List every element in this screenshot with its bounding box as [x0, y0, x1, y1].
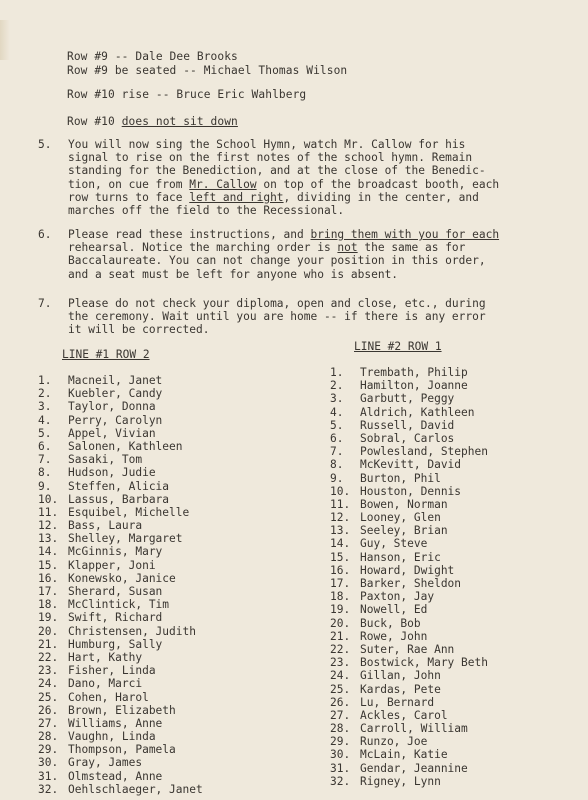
list-item [38, 770, 288, 783]
list-item-number: 11. [330, 497, 351, 511]
list-item [38, 585, 288, 598]
row9-seated-line: Row #9 be seated -- Michael Thomas Wilson [67, 64, 348, 77]
list-item-number: 17. [330, 577, 351, 590]
list-item-number: 17. [38, 585, 59, 598]
list-item-name: Bowen, Norman [360, 497, 448, 511]
list-item-number: 32. [330, 774, 351, 788]
list-item [38, 427, 288, 440]
list-item-number: 28. [330, 722, 351, 736]
list-item-number: 32. [38, 782, 59, 796]
paragraph-line: Please do not check your diploma, open and close, etc., during [68, 297, 486, 310]
list-item [330, 643, 580, 656]
list-item [38, 651, 288, 664]
list-item [330, 379, 580, 392]
list-item-name: Macneil, Janet [68, 374, 163, 387]
list-item [330, 669, 580, 682]
list-item-number: 28. [38, 730, 59, 744]
list-item-name: Christensen, Judith [68, 624, 196, 638]
list-item-name: Looney, Glen [360, 511, 441, 525]
list-item-name: Barker, Sheldon [360, 577, 462, 590]
list-item-number: 7. [330, 445, 344, 459]
list-item-number: 30. [330, 748, 351, 762]
list-item [38, 545, 288, 558]
paragraph-line: it will be corrected. [68, 323, 210, 337]
list-item [330, 511, 580, 524]
list-item-name: Carroll, William [360, 722, 468, 736]
list-item-name: Hudson, Judie [68, 466, 156, 480]
list-item-name: Williams, Anne [68, 716, 163, 730]
paragraph-line: Please read these instructions, and bring them with you for each [68, 228, 500, 241]
list-item-name: Powlesland, Stephen [360, 445, 488, 459]
list-item-number: 26. [330, 695, 351, 709]
list-item-number: 27. [330, 708, 351, 722]
list-item-number: 10. [330, 484, 351, 498]
list-item-name: Bostwick, Mary Beth [360, 656, 488, 670]
list-item-name: Nowell, Ed [360, 603, 428, 617]
list-item-name: Swift, Richard [68, 611, 163, 625]
list-item-number: 24. [330, 669, 351, 683]
list-item-number: 2. [38, 387, 52, 401]
row9-line: Row #9 -- Dale Dee Brooks [67, 50, 238, 63]
list-item [38, 374, 288, 387]
list-item [330, 392, 580, 405]
list-item-number: 14. [38, 545, 59, 559]
list-item-name: Perry, Carolyn [68, 413, 163, 427]
list-item-name: Aldrich, Kathleen [360, 405, 475, 419]
row10-label: Row #10 [67, 115, 122, 128]
paragraph-text [68, 228, 558, 281]
list-item [38, 400, 288, 413]
list-item-name: Burton, Phil [360, 471, 441, 485]
list-item [38, 730, 288, 743]
list-item [330, 406, 580, 419]
list-item-number: 6. [38, 439, 52, 453]
list-item [330, 564, 580, 577]
list-item-name: McGinnis, Mary [68, 545, 163, 559]
list-item [330, 485, 580, 498]
line1-list [38, 374, 288, 796]
list-item-number: 23. [330, 656, 351, 670]
paragraph-number: 7. [38, 297, 52, 310]
list-item-number: 11. [38, 505, 59, 519]
list-item-number: 26. [38, 703, 59, 717]
list-item-number: 27. [38, 716, 59, 730]
list-item-number: 13. [38, 532, 59, 546]
list-item-name: Rigney, Lynn [360, 774, 441, 788]
list-item-number: 19. [38, 611, 59, 625]
list-item [330, 498, 580, 511]
list-item-number: 30. [38, 756, 59, 770]
list-item-number: 4. [38, 413, 52, 427]
line2-heading: LINE #2 ROW 1 [354, 340, 442, 353]
list-item-name: Ackles, Carol [360, 708, 448, 722]
line1-heading: LINE #1 ROW 2 [62, 348, 150, 361]
list-item [330, 419, 580, 432]
list-item-name: Sasaki, Tom [68, 453, 143, 467]
list-item-name: Salonen, Kathleen [68, 439, 183, 453]
list-item-number: 19. [330, 603, 351, 617]
list-item [330, 775, 580, 788]
list-item-number: 1. [38, 374, 52, 387]
list-item-name: Suter, Rae Ann [360, 642, 455, 656]
list-item-number: 25. [38, 690, 59, 704]
list-item [38, 664, 288, 677]
list-item-name: Gillan, John [360, 669, 441, 683]
list-item-number: 12. [330, 511, 351, 525]
list-item-number: 5. [330, 418, 344, 432]
list-item-name: Trembath, Philip [360, 366, 468, 379]
line2-list [330, 366, 580, 788]
list-item-number: 9. [38, 479, 52, 493]
list-item-number: 24. [38, 677, 59, 691]
list-item [38, 466, 288, 479]
list-item-name: Russell, David [360, 418, 455, 432]
list-item [330, 458, 580, 471]
paragraph-line: tion, on cue from Mr. Callow on top of the broadcast booth, each [68, 177, 500, 191]
list-item-name: Vaughn, Linda [68, 730, 156, 744]
list-item-name: Runzo, Joe [360, 735, 428, 749]
list-item [330, 472, 580, 485]
list-item [330, 537, 580, 550]
list-item [38, 414, 288, 427]
list-item [38, 717, 288, 730]
list-item-number: 18. [38, 598, 59, 612]
list-item-name: Olmstead, Anne [68, 769, 163, 783]
list-item-name: Guy, Steve [360, 537, 428, 551]
list-item-number: 12. [38, 519, 59, 533]
list-item [38, 519, 288, 532]
list-item [38, 756, 288, 769]
list-item [330, 432, 580, 445]
list-item [330, 735, 580, 748]
list-item-name: McKevitt, David [360, 458, 462, 472]
list-item-name: Sobral, Carlos [360, 431, 455, 445]
list-item-name: Hamilton, Joanne [360, 379, 468, 393]
list-item-number: 22. [38, 650, 59, 664]
list-item-number: 21. [330, 629, 351, 643]
list-item-number: 2. [330, 379, 344, 393]
list-item-name: Oehlschlaeger, Janet [68, 782, 203, 796]
paragraph-line: signal to rise on the first notes of the school hymn. Remain [68, 151, 473, 165]
paragraph-line: You will now sing the School Hymn, watch Mr. Callow for his [68, 138, 466, 151]
list-item [330, 603, 580, 616]
list-item-number: 15. [38, 558, 59, 572]
list-item-name: Paxton, Jay [360, 590, 435, 604]
list-item-name: Appel, Vivian [68, 426, 156, 440]
row10-underlined: does not sit down [121, 115, 238, 128]
list-item-name: Shelley, Margaret [68, 532, 183, 546]
list-item-number: 25. [330, 682, 351, 696]
list-item-number: 18. [330, 590, 351, 604]
list-item [38, 559, 288, 572]
row10-stand-line [67, 115, 238, 128]
list-item-number: 20. [38, 624, 59, 638]
list-item-name: Gendar, Jeannine [360, 761, 468, 775]
list-item [38, 453, 288, 466]
list-item-name: Sherard, Susan [68, 585, 163, 598]
list-item-number: 3. [38, 400, 52, 414]
list-item-name: McClintick, Tim [68, 598, 170, 612]
list-item [330, 630, 580, 643]
list-item-number: 5. [38, 426, 52, 440]
list-item-number: 8. [38, 466, 52, 480]
list-item [38, 677, 288, 690]
list-item-number: 6. [330, 431, 344, 445]
list-item [38, 783, 288, 796]
list-item-name: Garbutt, Peggy [360, 392, 455, 406]
list-item-number: 1. [330, 366, 344, 379]
paragraph-text [68, 297, 558, 337]
list-item [38, 506, 288, 519]
list-item-number: 4. [330, 405, 344, 419]
list-item-name: Klapper, Joni [68, 558, 156, 572]
list-item-number: 7. [38, 453, 52, 467]
list-item-number: 3. [330, 392, 344, 406]
list-item [330, 683, 580, 696]
list-item-name: Lu, Bernard [360, 695, 435, 709]
list-item [330, 551, 580, 564]
list-item-name: Buck, Bob [360, 616, 421, 630]
list-item-number: 20. [330, 616, 351, 630]
list-item-name: Steffen, Alicia [68, 479, 170, 493]
list-item [330, 577, 580, 590]
list-item-name: Kardas, Pete [360, 682, 441, 696]
list-item [38, 691, 288, 704]
list-item-number: 14. [330, 537, 351, 551]
list-item-number: 13. [330, 524, 351, 538]
paper-stain [0, 20, 10, 60]
list-item [38, 598, 288, 611]
list-item [38, 532, 288, 545]
list-item-number: 8. [330, 458, 344, 472]
list-item [38, 638, 288, 651]
paragraph-line: row turns to face left and right, dividing in the center, and [68, 190, 479, 204]
paragraph-line: standing for the Benediction, and at the close of the Benedic- [68, 164, 486, 178]
list-item [38, 625, 288, 638]
list-item-number: 15. [330, 550, 351, 564]
list-item [330, 590, 580, 603]
list-item-name: Brown, Elizabeth [68, 703, 176, 717]
list-item-name: Cohen, Harol [68, 690, 149, 704]
list-item-name: Howard, Dwight [360, 563, 455, 577]
list-item [330, 524, 580, 537]
list-item-name: Konewsko, Janice [68, 571, 176, 585]
paragraph-line: Baccalaureate. You can not change your position in this order, [68, 254, 486, 268]
list-item-name: Humburg, Sally [68, 637, 163, 651]
list-item-name: Houston, Dennis [360, 484, 462, 498]
list-item-number: 16. [330, 563, 351, 577]
list-item-name: Thompson, Pamela [68, 743, 176, 757]
list-item-name: Rowe, John [360, 629, 428, 643]
list-item-name: Hanson, Eric [360, 550, 441, 564]
list-item-number: 21. [38, 637, 59, 651]
list-item-name: Bass, Laura [68, 519, 143, 533]
list-item-name: Esquibel, Michelle [68, 505, 190, 519]
list-item [330, 709, 580, 722]
list-item [330, 722, 580, 735]
list-item [330, 366, 580, 379]
list-item-name: Fisher, Linda [68, 664, 156, 678]
list-item-name: Kuebler, Candy [68, 387, 163, 401]
row10-stand-text [67, 115, 238, 128]
list-item [330, 762, 580, 775]
list-item [330, 617, 580, 630]
list-item [330, 748, 580, 761]
list-item [38, 480, 288, 493]
list-item-number: 29. [330, 735, 351, 749]
list-item-number: 9. [330, 471, 344, 485]
row10-rise-line: Row #10 rise -- Bruce Eric Wahlberg [67, 88, 307, 101]
list-item-number: 16. [38, 571, 59, 585]
paragraph-text [68, 138, 558, 217]
list-item [330, 696, 580, 709]
list-item [38, 743, 288, 756]
paragraph-number: 5. [38, 138, 52, 151]
list-item [38, 440, 288, 453]
list-item-name: Dano, Marci [68, 677, 143, 691]
list-item-name: McLain, Katie [360, 748, 448, 762]
list-item-name: Lassus, Barbara [68, 492, 170, 506]
paragraph-line: the ceremony. Wait until you are home -- if there is any error [68, 310, 486, 324]
list-item-number: 10. [38, 492, 59, 506]
list-item-number: 23. [38, 664, 59, 678]
list-item-number: 31. [330, 761, 351, 775]
list-item [38, 572, 288, 585]
list-item-name: Gray, James [68, 756, 143, 770]
paragraph-line: and a seat must be left for anyone who is absent. [68, 267, 399, 281]
list-item-name: Taylor, Donna [68, 400, 156, 414]
paragraph-number: 6. [38, 228, 52, 241]
list-item-name: Seeley, Brian [360, 524, 448, 538]
list-item [330, 656, 580, 669]
list-item [38, 611, 288, 624]
list-item [38, 704, 288, 717]
list-item [330, 445, 580, 458]
list-item [38, 493, 288, 506]
list-item-number: 22. [330, 642, 351, 656]
list-item [38, 387, 288, 400]
list-item-name: Hart, Kathy [68, 650, 143, 664]
list-item-number: 29. [38, 743, 59, 757]
list-item-number: 31. [38, 769, 59, 783]
paragraph-line: rehearsal. Notice the marching order is not the same as for [68, 241, 466, 255]
paragraph-line: marches off the field to the Recessional. [68, 204, 345, 218]
